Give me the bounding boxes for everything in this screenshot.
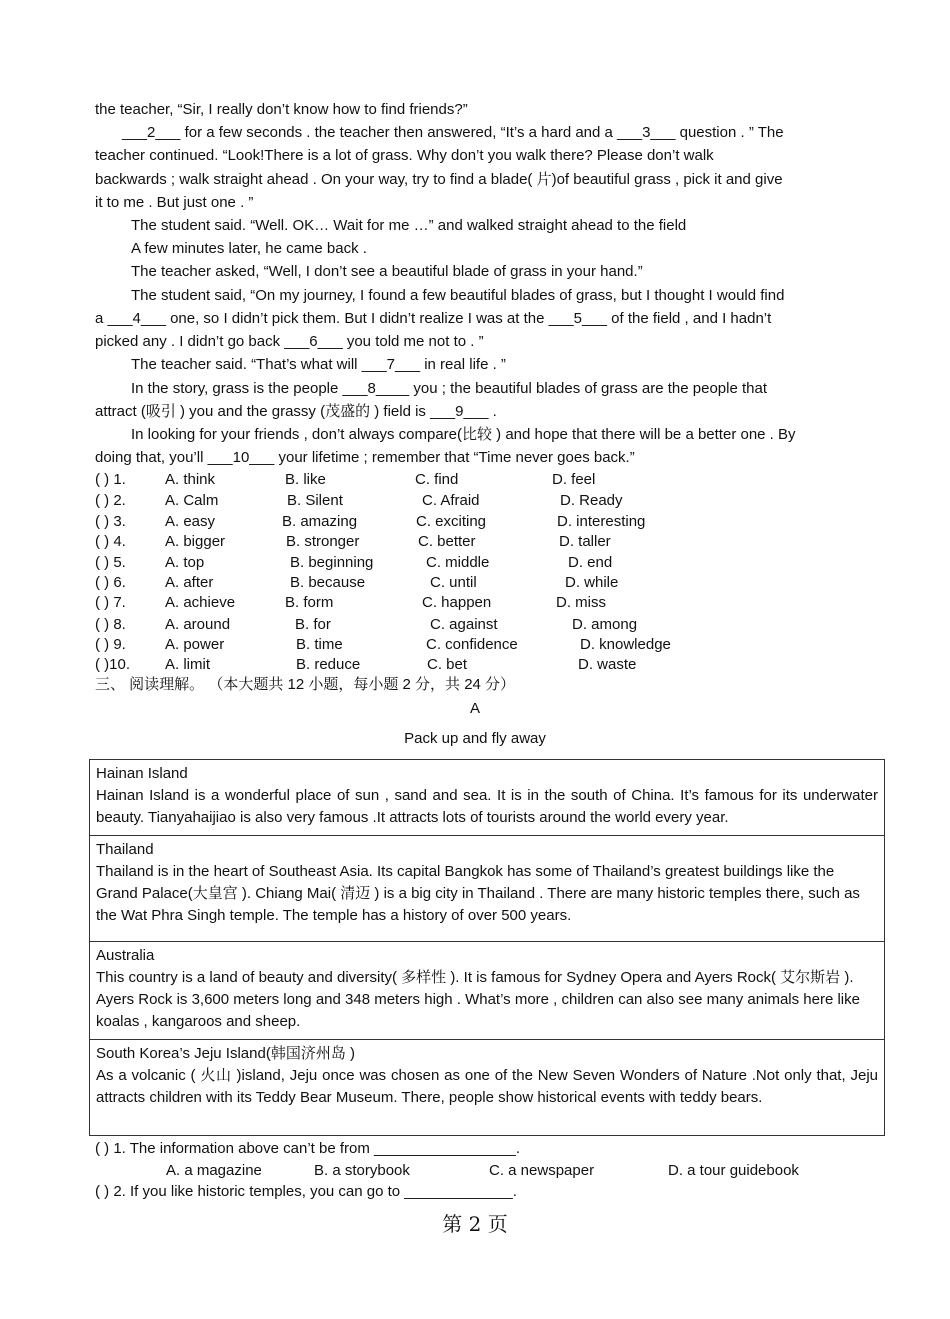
option-a: A. after [165,574,214,591]
passage-line-4: backwards ; walk straight ahead . On your way, try to find a blade( 片)of beautiful grass , pick it and give [95,171,783,188]
option-d: D. waste [578,656,637,673]
option-d: D. while [565,574,619,591]
reading-question-2: ( ) 2. If you like historic temples, you can go to _____________. [95,1183,517,1200]
table-row [90,942,885,1040]
passage-line-15: In looking for your friends , don’t always compare(比较 ) and hope that there will be a better one . By [131,426,796,443]
passage-line-6: The student said. “Well. OK… Wait for me …” and walked straight ahead to the field [131,217,687,234]
option-a: A. top [165,554,205,571]
option-b: B. for [295,616,331,633]
destination-description: As a volcanic ( 火山 )island, Jeju once was chosen as one of the New Seven Wonders of Nature .Not only that, Jeju attracts children with its Teddy Bear Museum. There, people show historical events with teddy bears. [96,1067,878,1106]
option-c: C. happen [422,594,492,611]
section-heading: 三、 阅读理解。 （本大题共 12 小题，每小题 2 分，共 24 分） [95,676,516,693]
passage-line-16: doing that, you’ll ___10___ your lifetime ; remember that “Time never goes back.” [95,449,635,466]
page-number: 第 2 页 [442,1212,508,1236]
option-c: C. Afraid [422,492,480,509]
option-c: C. against [430,616,498,633]
option-c: C. find [415,471,459,488]
question-number: ( ) 7. [95,594,126,611]
option-c: C. middle [426,554,490,571]
passage-line-1: the teacher, “Sir, I really don’t know how to find friends?” [95,101,468,118]
option-b: B. reduce [296,656,361,673]
option-d: D. feel [552,471,596,488]
option-a: A. Calm [165,492,219,509]
question-number: ( ) 4. [95,533,126,550]
question-number: ( ) 2. [95,492,126,509]
option-d: D. taller [559,533,611,550]
option-b: B. form [285,594,334,611]
option-a: A. easy [165,513,216,530]
option-c: C. better [418,533,476,550]
table-row [90,836,885,942]
option-b: B. Silent [287,492,343,509]
passage-line-2: ___2___ for a few seconds . the teacher then answered, “It’s a hard and a ___3___ question . ” The [122,124,784,141]
passage-line-7: A few minutes later, he came back . [131,240,367,257]
reading-question-1: ( ) 1. The information above can’t be from _________________. [95,1140,521,1157]
option-b: B. a storybook [314,1162,410,1179]
passage-line-3: teacher continued. “Look!There is a lot of grass. Why don’t you walk there? Please don’t walk [95,147,714,164]
option-c: C. until [430,574,477,591]
part-label: A [469,700,480,717]
option-d: D. knowledge [580,636,671,653]
destinations-table [89,759,885,1136]
option-b: B. beginning [290,554,374,571]
passage-line-8: The teacher asked, “Well, I don’t see a beautiful blade of grass in your hand.” [131,263,643,280]
question-number: ( )10. [95,656,131,673]
option-b: B. like [285,471,326,488]
table-row [90,760,885,836]
option-a: A. limit [165,656,210,673]
option-b: B. stronger [286,533,360,550]
option-b: B. time [296,636,343,653]
destination-description: This country is a land of beauty and diversity( 多样性 ). It is famous for Sydney Opera and Ayers Rock( 艾尔斯岩 ). Ayers Rock is 3,600 meters long and 348 meters high . What’s more , children can also see many animals here like koalas , kangaroos and sheep. [96,969,860,1030]
option-c: C. bet [427,656,468,673]
passage-line-13: In the story, grass is the people ___8____ you ; the beautiful blades of grass are the people that [131,380,767,397]
passage-line-11: picked any . I didn’t go back ___6___ you told me not to . ” [95,333,484,350]
option-d: D. Ready [560,492,623,509]
passage-line-12: The teacher said. “That’s what will ___7___ in real life . ” [131,356,506,373]
question-number: ( ) 8. [95,616,126,633]
passage-line-14: attract (吸引 ) you and the grassy (茂盛的 ) field is ___9___ . [95,403,497,420]
question-number: ( ) 9. [95,636,126,653]
option-b: B. amazing [282,513,358,530]
destination-name: Thailand [96,841,154,858]
question-number: ( ) 6. [95,574,126,591]
question-number: ( ) 5. [95,554,126,571]
passage-line-5: it to me . But just one . ” [95,194,254,211]
option-c: C. a newspaper [489,1162,595,1179]
option-d: D. end [568,554,613,571]
option-c: C. exciting [416,513,487,530]
destination-description: Thailand is in the heart of Southeast Asia. Its capital Bangkok has some of Thailand’s greatest buildings like the Grand Palace(大皇宫 ). Chiang Mai( 清迈 ) is a big city in Thailand . There are many historic temples there, such as the Wat Phra Singh temple. The temple has a history of over 500 years. [96,863,860,924]
destination-name: Australia [96,947,155,964]
option-d: D. a tour guidebook [668,1162,799,1179]
option-d: D. miss [556,594,606,611]
passage-title: Pack up and fly away [404,730,546,747]
option-b: B. because [290,574,366,591]
question-number: ( ) 3. [95,513,126,530]
option-d: D. interesting [557,513,646,530]
destination-description: Hainan Island is a wonderful place of sun , sand and sea. It is in the south of China. It’s famous for its underwater beauty. Tianyahaijiao is also very famous .It attracts lots of tourists around the world every year. [96,787,878,826]
destination-name: Hainan Island [96,765,188,782]
option-a: A. achieve [165,594,236,611]
option-a: A. a magazine [166,1162,262,1179]
option-a: A. around [165,616,231,633]
option-c: C. confidence [426,636,518,653]
destination-name: South Korea’s Jeju Island(韩国济州岛 ) [96,1045,355,1062]
passage-line-10: a ___4___ one, so I didn’t pick them. But I didn’t realize I was at the ___5___ of the field , and I hadn’t [95,310,772,327]
passage-line-9: The student said, “On my journey, I found a few beautiful blades of grass, but I thought I would find [131,287,785,304]
option-a: A. bigger [165,533,226,550]
option-a: A. think [165,471,216,488]
option-a: A. power [165,636,225,653]
table-row [90,1040,885,1136]
option-d: D. among [572,616,638,633]
question-number: ( ) 1. [95,471,126,488]
